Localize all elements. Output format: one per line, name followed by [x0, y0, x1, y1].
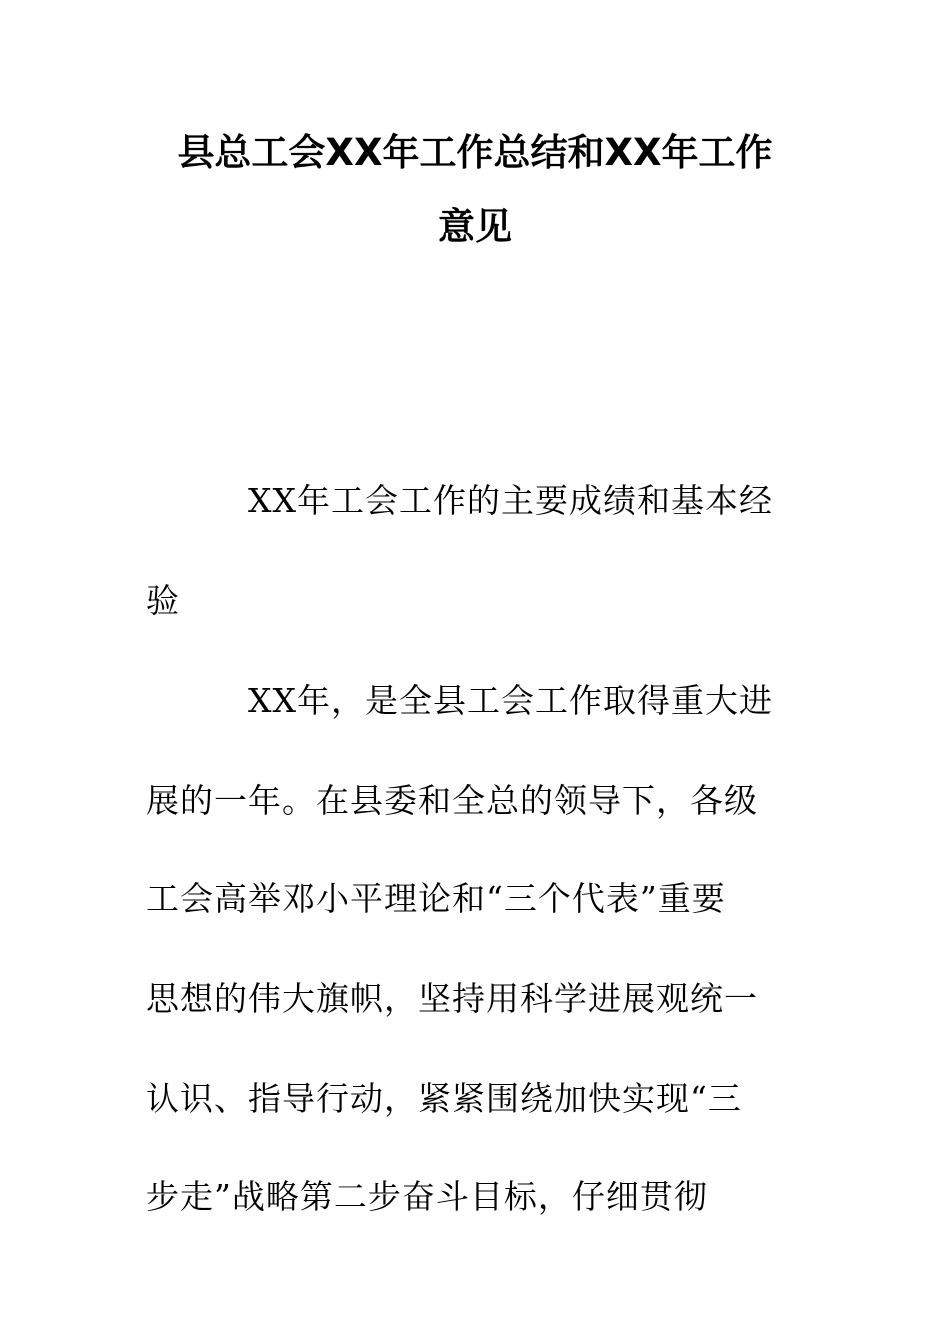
body-line-3: 工会高举邓小平理论和“三个代表”重要: [146, 879, 726, 918]
body-line-6: 步走”战略第二步奋斗目标，仔细贯彻: [146, 1177, 708, 1216]
body-line-5: 认识、指导行动，紧紧围绕加快实现“三: [146, 1079, 742, 1118]
body-line-1: XX年，是全县工会工作取得重大进: [248, 681, 773, 720]
body-line-2: 展的一年。在县委和全总的领导下，各级: [146, 781, 758, 820]
section-heading-line-2: 验: [146, 581, 180, 620]
document-title-line-2: 意见: [438, 205, 512, 248]
body-line-4: 思想的伟大旗帜，坚持用科学进展观统一: [146, 979, 758, 1018]
section-heading-line-1: XX年工会工作的主要成绩和基本经: [248, 481, 773, 520]
document-title-line-1: 县总工会XX年工作总结和XX年工作: [177, 131, 773, 174]
